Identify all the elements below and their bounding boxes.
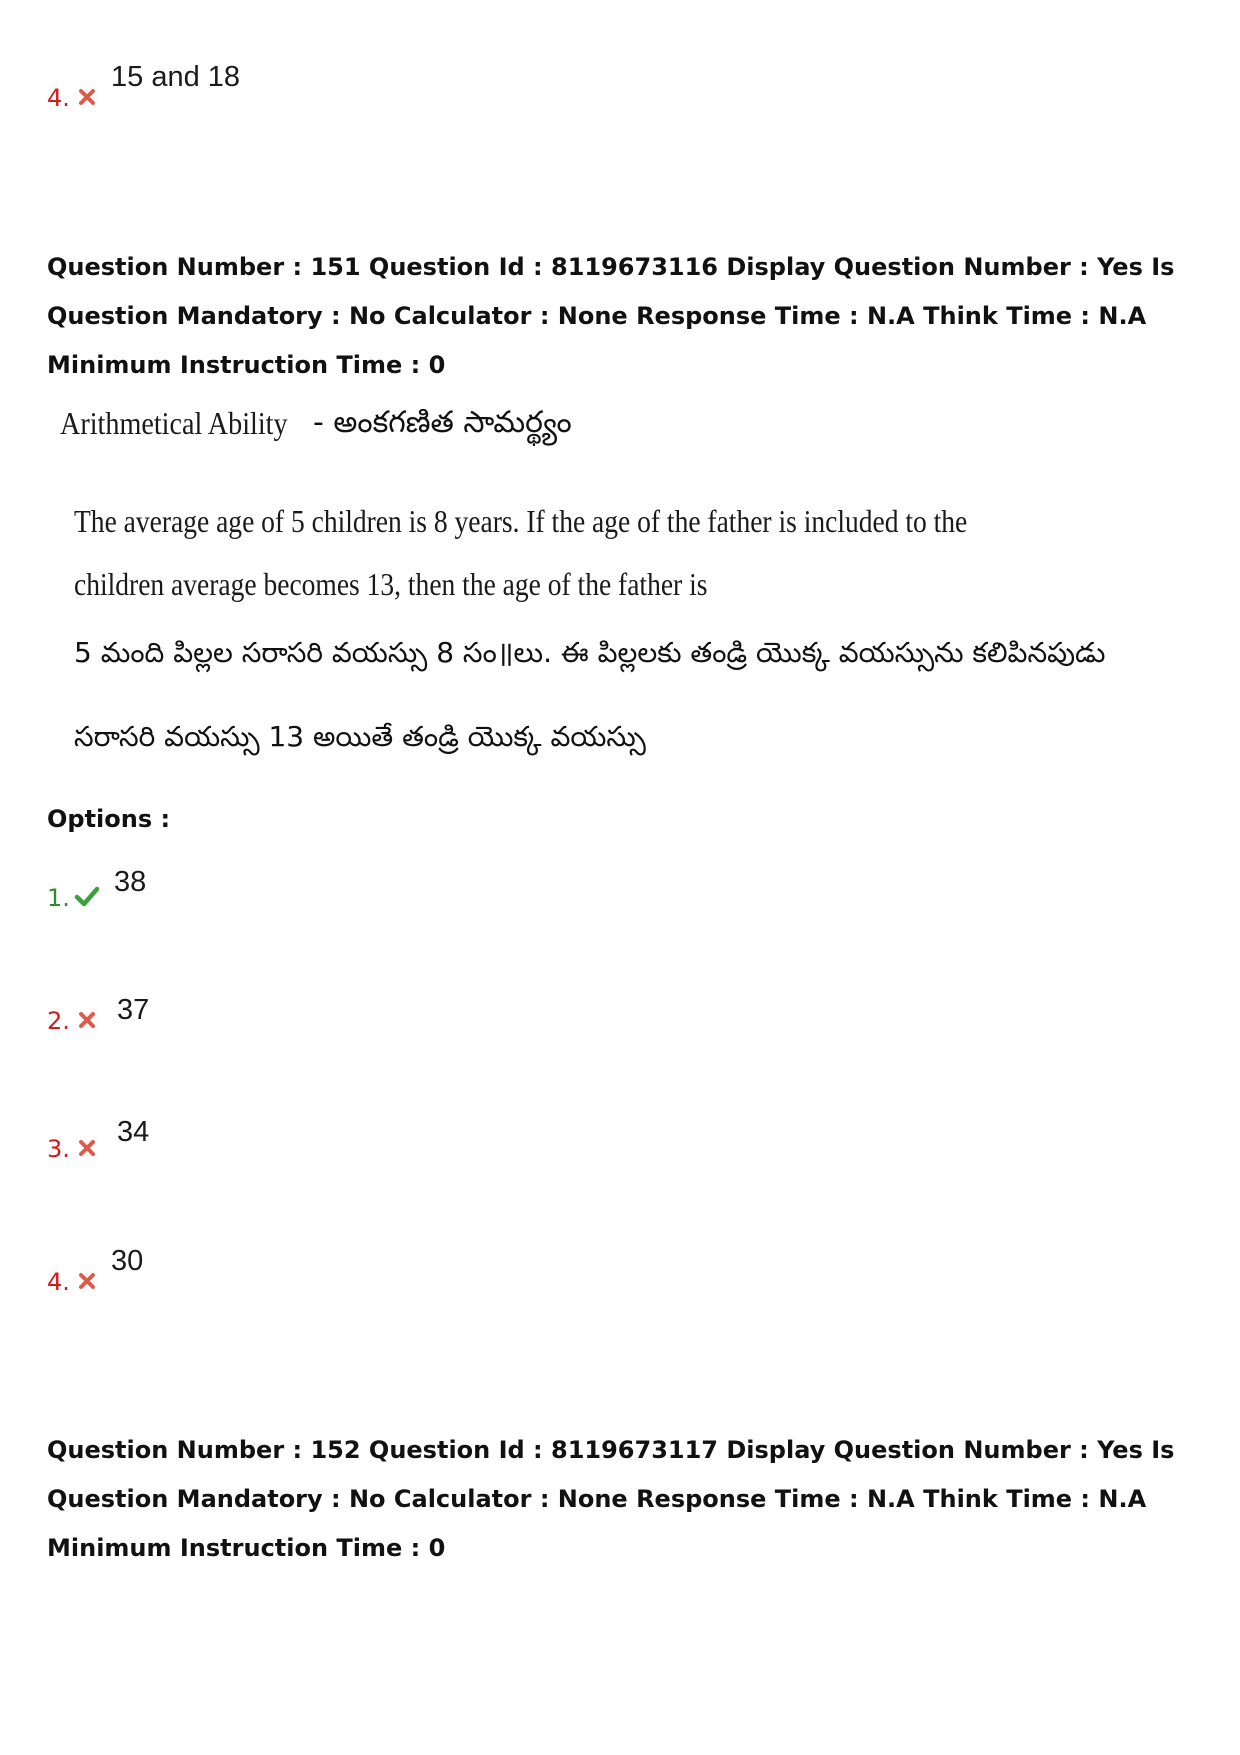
cross-icon (78, 1011, 96, 1029)
check-icon (74, 885, 100, 907)
prev-option-row (47, 84, 70, 112)
option-number: 3. (47, 1135, 70, 1163)
cross-icon (78, 1272, 96, 1290)
option-row (47, 1135, 70, 1163)
option-number: 2. (47, 1007, 70, 1035)
option-value: 38 (114, 866, 147, 898)
subject-telugu: - అంకగణిత సామర్థ్యం (313, 405, 572, 440)
option-value: 34 (117, 1116, 150, 1148)
question-text-te-line2: సరాసరి వయస్సు 13 అయితే తండ్రి యొక్క వయస్సు (74, 720, 646, 753)
question-text-te-line1: 5 మంది పిల్లల సరాసరి వయస్సు 8 సం॥లు. ఈ పిల్లలకు తండ్రి యొక్క వయస్సును కలిపినపుడు (74, 636, 1106, 669)
cross-icon (78, 1139, 96, 1157)
option-value: 37 (117, 994, 150, 1026)
option-value: 15 and 18 (111, 61, 241, 93)
option-row (47, 884, 70, 912)
question-text-en-line1: The average age of 5 children is 8 years. If the age of the father is included to the (74, 503, 968, 539)
option-row (47, 1268, 70, 1296)
option-value: 30 (111, 1245, 144, 1277)
question-meta: Question Number : 151 Question Id : 8119673116 Display Question Number : Yes Is Question Mandatory : No Calculator : None Response Time : N.A Think Time : N.A Minimum Instruction Time : 0 (47, 253, 1175, 379)
option-number: 4. (47, 1268, 70, 1296)
option-row (47, 1007, 70, 1035)
question-text-en-line2: children average becomes 13, then the age of the father is (74, 566, 708, 602)
question-meta: Question Number : 152 Question Id : 8119673117 Display Question Number : Yes Is Question Mandatory : No Calculator : None Response Time : N.A Think Time : N.A Minimum Instruction Time : 0 (47, 1436, 1175, 1562)
subject-english: Arithmetical Ability (60, 405, 288, 441)
cross-icon (78, 88, 96, 106)
option-number: 1. (47, 884, 70, 912)
option-number: 4. (47, 84, 70, 112)
options-label: Options : (47, 805, 171, 833)
